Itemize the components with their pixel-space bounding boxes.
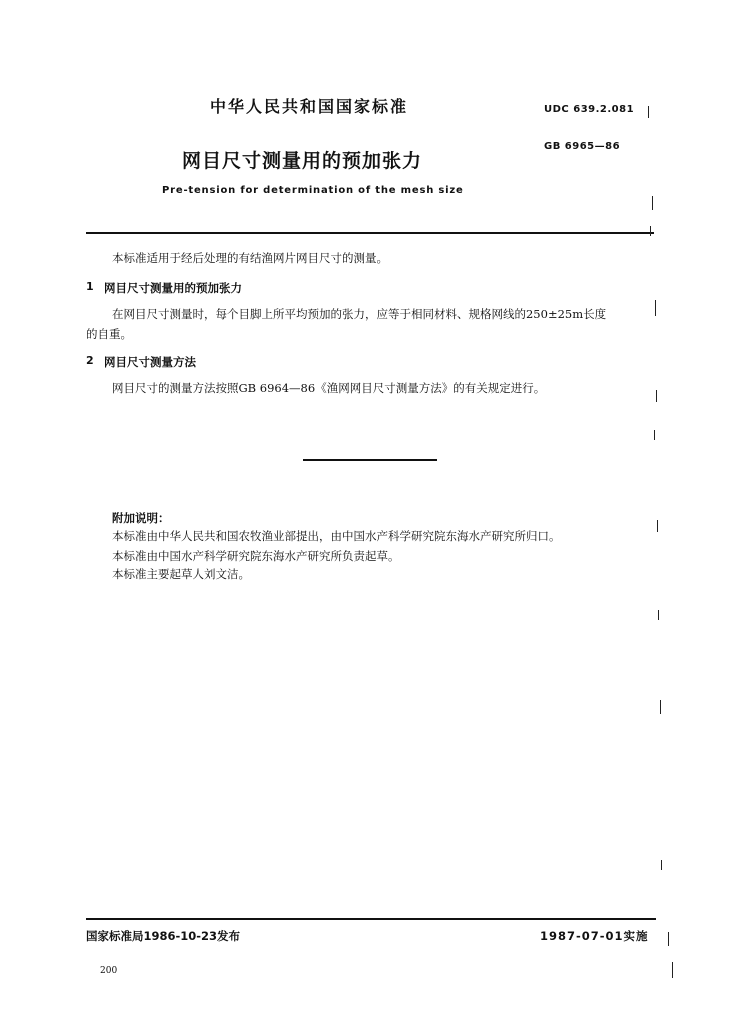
section-2-heading: 网目尺寸测量方法 (104, 355, 196, 369)
section-2-text: 网目尺寸的测量方法按照GB 6964—86《渔网网目尺寸测量方法》的有关规定进行。 (112, 381, 546, 395)
section-2-number: 2 (86, 354, 94, 367)
scan-artifact-mark (655, 300, 656, 316)
notes-heading: 附加说明： (112, 511, 170, 525)
scan-artifact-mark (660, 700, 661, 714)
scan-artifact-mark (668, 932, 669, 946)
scan-artifact-mark (672, 962, 673, 978)
page-number: 200 (100, 966, 118, 976)
intro-paragraph: 本标准适用于经后处理的有结渔网片网目尺寸的测量。 (112, 251, 388, 265)
scan-artifact-mark (658, 610, 659, 620)
scan-artifact-mark (654, 430, 655, 440)
effective-date: 1987-07-01实施 (540, 929, 649, 943)
section-1-text-line2: 的自重。 (86, 327, 132, 341)
scan-artifact-mark (661, 860, 662, 870)
document-title-cn: 网目尺寸测量用的预加张力 (182, 150, 423, 172)
scan-artifact-mark (656, 390, 657, 402)
notes-line-2: 本标准由中国水产科学研究院东海水产研究所负责起草。 (112, 549, 400, 563)
header-divider (86, 232, 654, 234)
udc-code: UDC 639.2.081 (544, 104, 635, 115)
scan-artifact-mark (652, 196, 653, 210)
section-1-number: 1 (86, 280, 94, 293)
end-of-text-divider (303, 459, 437, 461)
section-1-heading: 网目尺寸测量用的预加张力 (104, 281, 242, 295)
section-1-text-line1: 在网目尺寸测量时，每个目脚上所平均预加的张力，应等于相同材料、规格网线的250±25m长度 (112, 307, 607, 321)
scan-artifact-mark (657, 520, 658, 532)
footer-divider (86, 918, 656, 920)
issued-date: 国家标准局1986-10-23发布 (86, 929, 241, 943)
document-title-en: Pre-tension for determination of the mesh size (162, 185, 464, 196)
standard-org-title: 中华人民共和国国家标准 (210, 97, 409, 116)
notes-line-1: 本标准由中华人民共和国农牧渔业部提出，由中国水产科学研究院东海水产研究所归口。 (112, 529, 561, 543)
notes-line-3: 本标准主要起草人刘文洁。 (112, 567, 250, 581)
scan-artifact-mark (650, 226, 651, 236)
gb-code: GB 6965—86 (544, 141, 621, 152)
scan-artifact-mark (648, 106, 649, 118)
